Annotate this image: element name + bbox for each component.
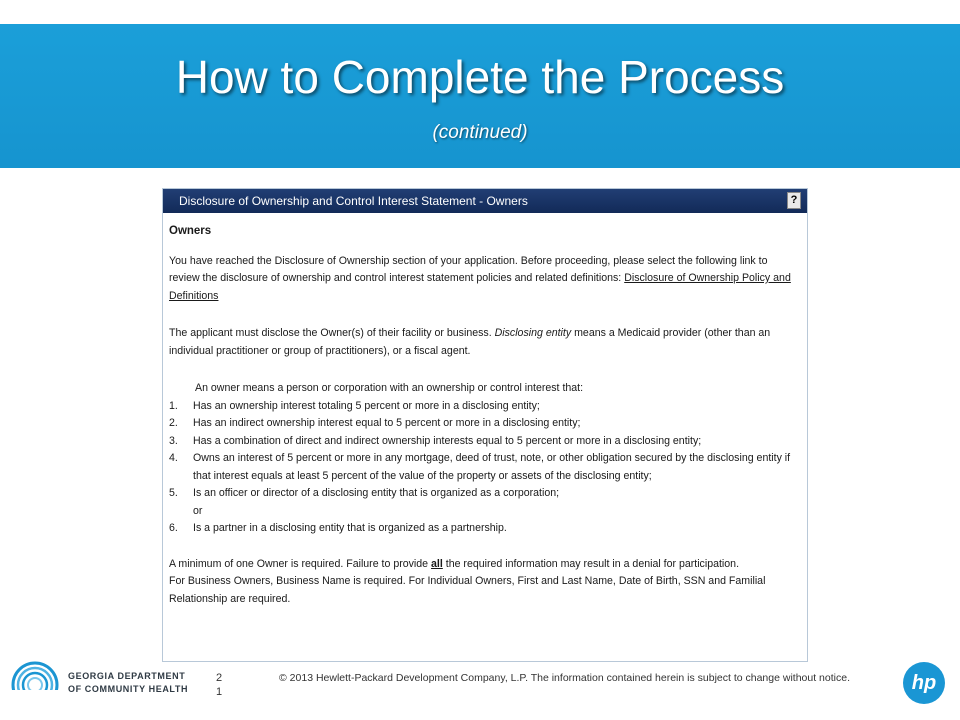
- criterion-number: 3.: [169, 434, 178, 447]
- criteria-or: or: [193, 504, 203, 517]
- disclosing-entity-term: Disclosing entity: [494, 327, 572, 339]
- minimum-owner-note: [169, 556, 801, 574]
- applicant-paragraph: [169, 325, 801, 360]
- criterion-number: 6.: [169, 522, 178, 534]
- dch-logo-text: [68, 670, 188, 696]
- criterion-number: 4.: [169, 452, 178, 464]
- minimum-text-end: the required information may result in a denial for participation.: [445, 557, 740, 570]
- criterion-item: [169, 450, 801, 485]
- dch-logo-line2: OF COMMUNITY HEALTH: [68, 684, 189, 694]
- minimum-emphasis: all: [431, 557, 443, 570]
- criterion-item: [169, 398, 801, 416]
- page-number-line2: 1: [216, 686, 223, 698]
- disclosure-header: [163, 189, 807, 213]
- disclosure-screenshot: [162, 188, 808, 662]
- help-icon[interactable]: ?: [787, 192, 801, 209]
- page-number-line1: 2: [216, 672, 223, 684]
- slide-title: How to Complete the Process: [175, 51, 785, 103]
- criterion-text: Has an indirect ownership interest equal to 5 percent or more in a disclosing entity;: [193, 417, 581, 429]
- ownership-policy-link[interactable]: Disclosure of Ownership Policy and Definitions: [169, 272, 791, 302]
- criterion-item: [169, 485, 801, 503]
- criterion-number: 5.: [169, 487, 178, 499]
- copyright-notice: © 2013 Hewlett-Packard Development Company, L.P. The information contained herein is subject to change without notice.: [279, 672, 850, 684]
- page-number: [216, 671, 222, 699]
- criterion-number: 1.: [169, 399, 178, 412]
- dch-ring-icon: [10, 660, 60, 710]
- intro-paragraph: [169, 253, 801, 306]
- owner-criteria-list: [169, 398, 801, 538]
- georgia-dch-logo: [10, 656, 210, 712]
- criterion-number: 2.: [169, 417, 178, 429]
- criterion-item: [169, 433, 801, 451]
- disclosure-body: [163, 213, 807, 608]
- criterion-item: [169, 415, 801, 433]
- criterion-text: Has an ownership interest totaling 5 percent or more in a disclosing entity;: [193, 399, 540, 412]
- disclosure-header-title: Disclosure of Ownership and Control Interest Statement - Owners: [179, 194, 528, 208]
- section-title: Owners: [169, 225, 212, 237]
- criterion-text: Is a partner in a disclosing entity that is organized as a partnership.: [193, 522, 507, 534]
- slide-subtitle: (continued): [432, 122, 528, 143]
- dch-logo-line1: GEORGIA DEPARTMENT: [68, 671, 186, 681]
- intro-text: You have reached the Disclosure of Ownership section of your application. Before proceeding, please select the following link to review the disclosure of ownership and control interest statement policies and related definitions:: [169, 254, 768, 284]
- criterion-text: Is an officer or director of a disclosing entity that is organized as a corporation;: [193, 487, 560, 499]
- hp-logo: hp: [903, 662, 945, 704]
- criterion-item: [169, 520, 801, 538]
- criterion-text: Has a combination of direct and indirect ownership interests equal to 5 percent or more in a disclosing entity;: [193, 434, 702, 447]
- applicant-text-end: means a Medicaid provider (other than an individual practitioner or group of practitioners), or a fiscal agent.: [169, 327, 771, 357]
- business-owner-note: For Business Owners, Business Name is required. For Individual Owners, First and Last Name, Date of Birth, SSN and Familial Relationship are required.: [169, 575, 766, 605]
- requirement-notes: [169, 556, 801, 609]
- applicant-text-start: The applicant must disclose the Owner(s) of their facility or business.: [169, 327, 492, 339]
- owner-definition: An owner means a person or corporation with an ownership or control interest that:: [195, 382, 584, 394]
- minimum-text-start: A minimum of one Owner is required. Failure to provide: [169, 557, 429, 570]
- criterion-text: Owns an interest of 5 percent or more in any mortgage, deed of trust, note, or other obligation secured by the disclosing entity if that interest equals at least 5 percent of the value of the property or assets of the disclosing entity;: [193, 452, 791, 482]
